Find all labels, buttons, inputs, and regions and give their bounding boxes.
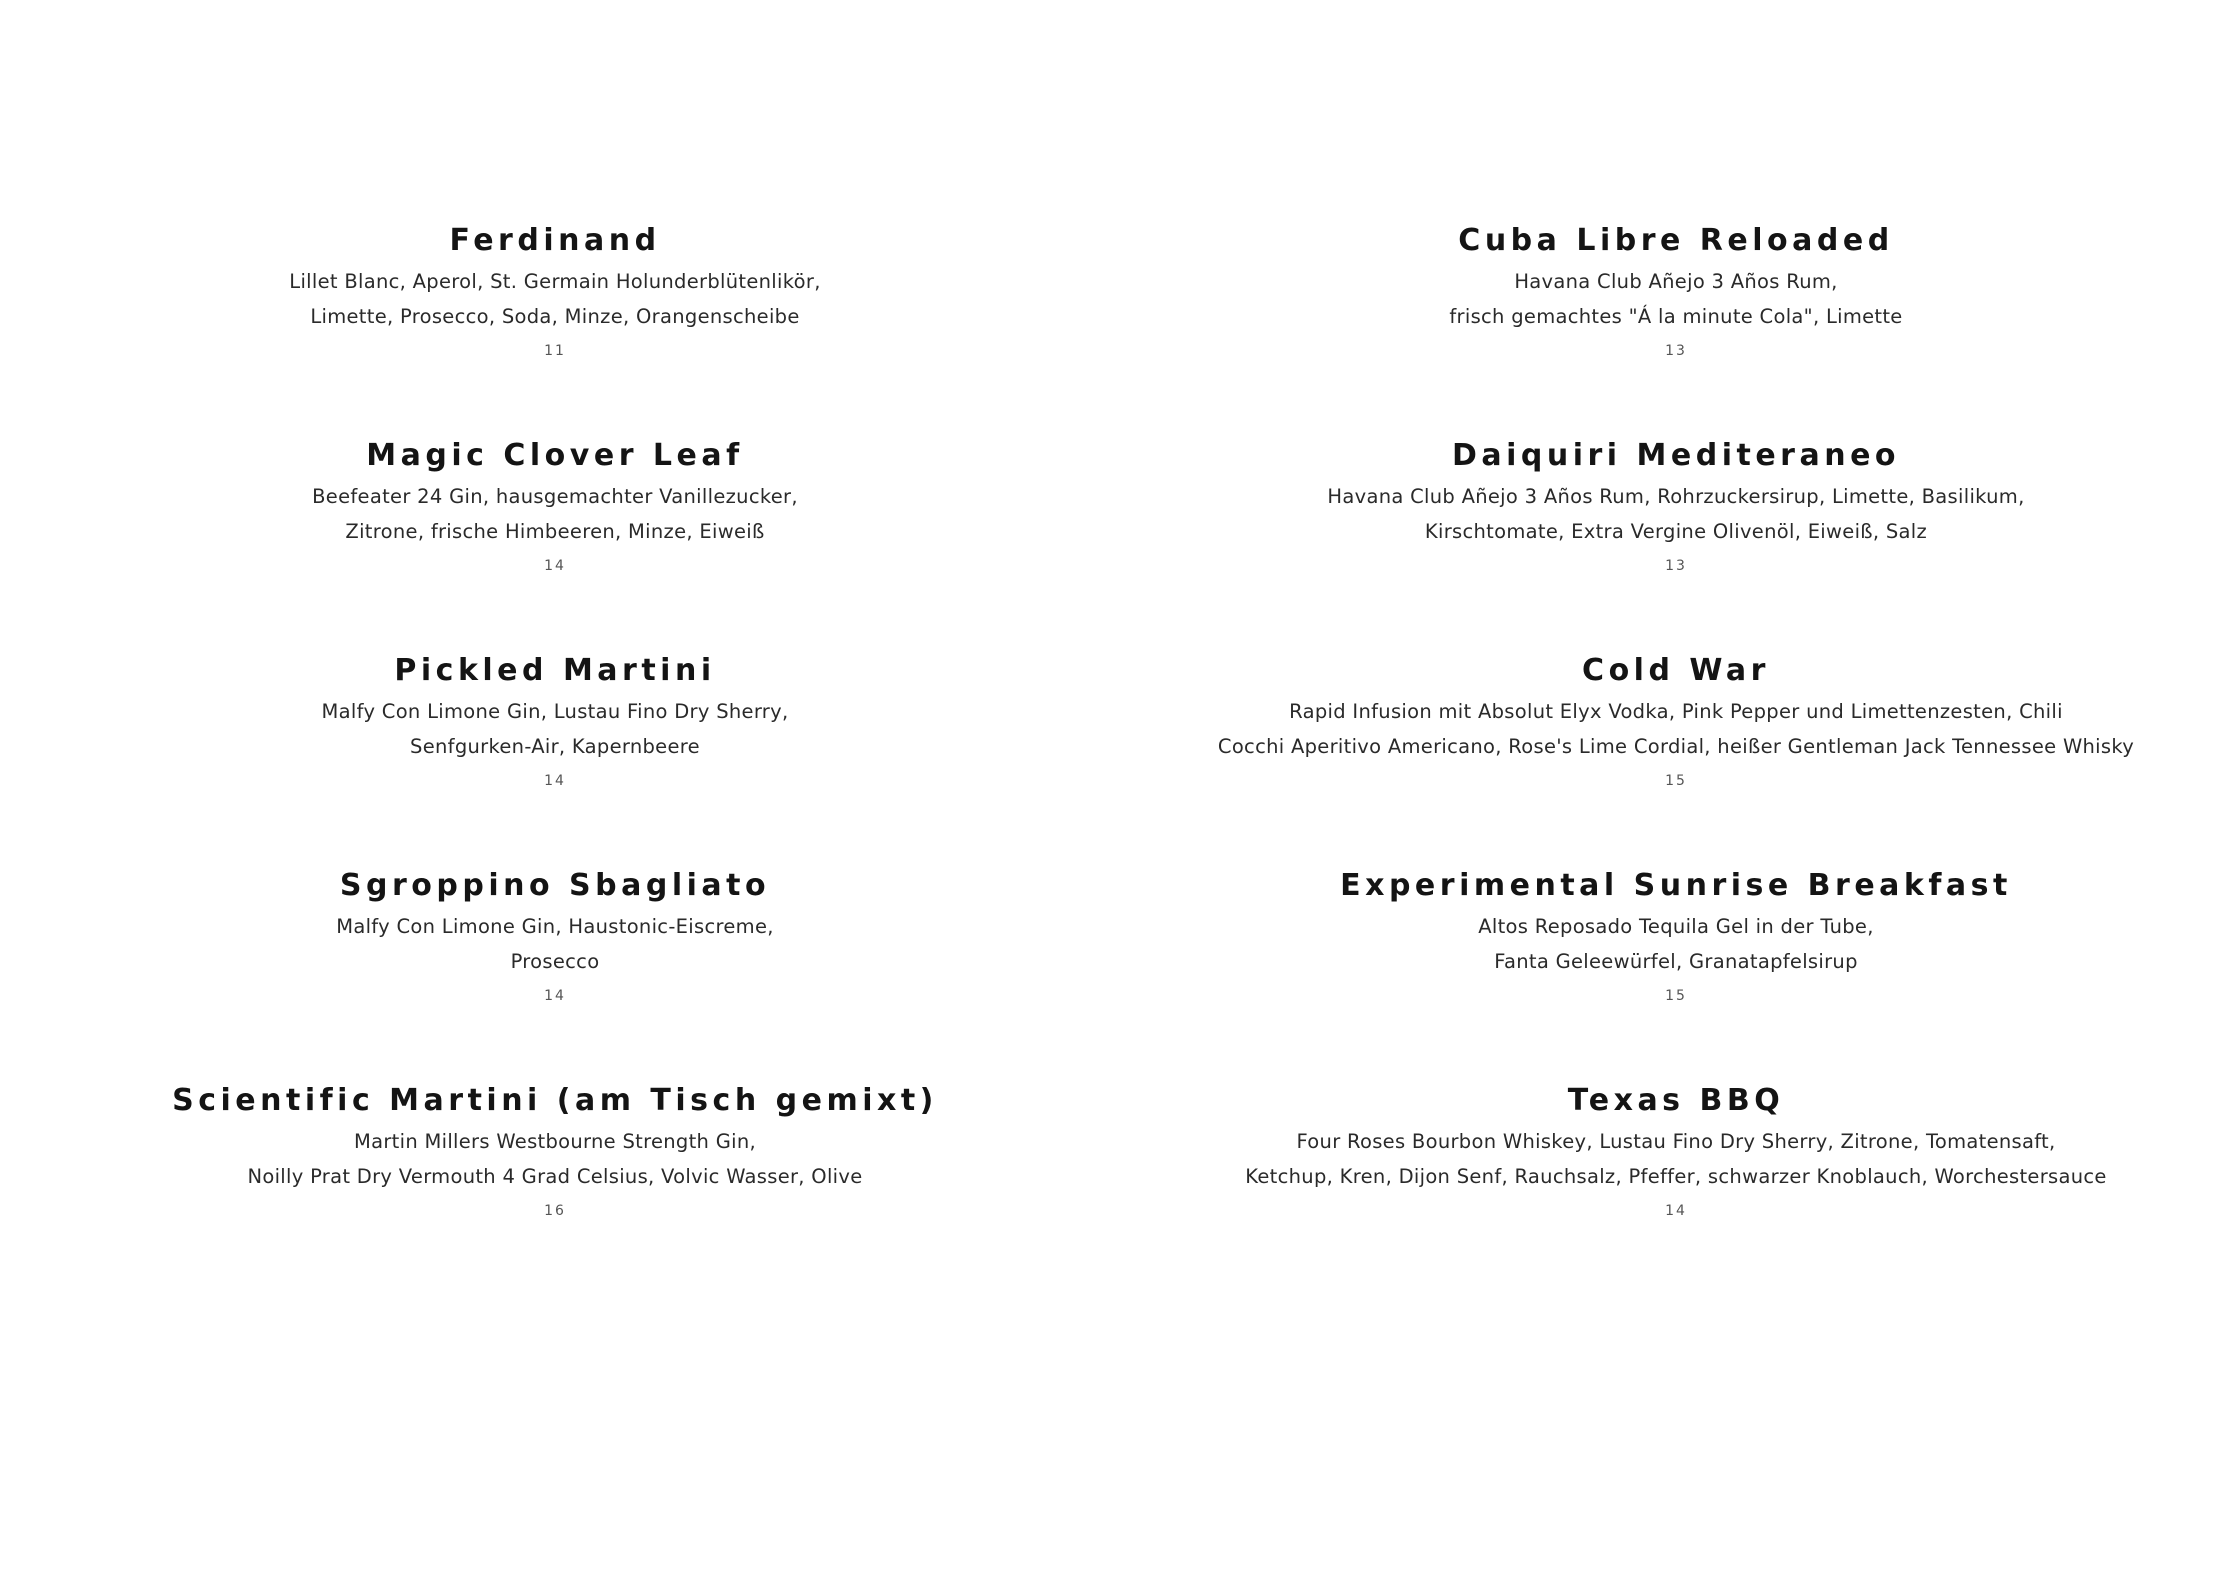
menu-item (1126, 433, 2214, 648)
menu-item-ingredients-line: Fanta Geleewürfel, Granatapfelsirup (1494, 950, 1858, 973)
menu-item-price: 14 (544, 988, 566, 1004)
menu-item (5, 648, 1105, 863)
menu-item-price: 13 (1665, 343, 1687, 359)
menu-item-ingredients-line: Havana Club Añejo 3 Años Rum, Rohrzuckersirup, Limette, Basilikum, (1327, 485, 2025, 508)
menu-item-ingredients-line: Beefeater 24 Gin, hausgemachter Vanillezucker, (312, 485, 798, 508)
menu-item-name: Ferdinand (449, 223, 661, 258)
menu-item-price: 15 (1665, 988, 1687, 1004)
menu-item-ingredients-line: Limette, Prosecco, Soda, Minze, Orangenscheibe (310, 305, 800, 328)
menu-column-right (1126, 218, 2214, 1293)
menu-item (5, 863, 1105, 1078)
menu-item-ingredients-line: Noilly Prat Dry Vermouth 4 Grad Celsius, Volvic Wasser, Olive (247, 1165, 863, 1188)
menu-item (5, 1078, 1105, 1293)
menu-item-name: Texas BBQ (1567, 1083, 1785, 1118)
menu-item-price: 16 (544, 1203, 566, 1219)
menu-item-ingredients-line: Martin Millers Westbourne Strength Gin, (353, 1130, 757, 1153)
menu-item-ingredients-line: Rapid Infusion mit Absolut Elyx Vodka, Pink Pepper und Limettenzesten, Chili (1289, 700, 2063, 723)
menu-item-ingredients-line: Prosecco (510, 950, 600, 973)
menu-item-name: Pickled Martini (394, 653, 716, 688)
menu-item (1126, 1078, 2214, 1293)
menu-item-name: Cold War (1582, 653, 1770, 688)
menu-item (1126, 648, 2214, 863)
menu-item-price: 13 (1665, 558, 1687, 574)
menu-item-ingredients-line: Malfy Con Limone Gin, Lustau Fino Dry Sherry, (321, 700, 789, 723)
menu-item-ingredients-line: Altos Reposado Tequila Gel in der Tube, (1478, 915, 1874, 938)
menu-item-price: 14 (544, 773, 566, 789)
menu-item-name: Cuba Libre Reloaded (1458, 223, 1894, 258)
menu-item-ingredients-line: Malfy Con Limone Gin, Haustonic-Eiscreme, (336, 915, 774, 938)
menu-item-ingredients-line: Senfgurken-Air, Kapernbeere (410, 735, 700, 758)
menu-item-ingredients-line: Zitrone, frische Himbeeren, Minze, Eiweiß (345, 520, 765, 543)
menu-item-price: 14 (1665, 1203, 1687, 1219)
menu-item-ingredients-line: Kirschtomate, Extra Vergine Olivenöl, Eiweiß, Salz (1424, 520, 1928, 543)
menu-column-left (5, 218, 1105, 1293)
menu-item (5, 218, 1105, 433)
menu-item-ingredients-line: Havana Club Añejo 3 Años Rum, (1514, 270, 1838, 293)
menu-item-price: 14 (544, 558, 566, 574)
menu-item (1126, 863, 2214, 1078)
menu-item-name: Daiquiri Mediteraneo (1451, 438, 1901, 473)
menu-item-ingredients-line: Lillet Blanc, Aperol, St. Germain Holunderblütenlikör, (289, 270, 821, 293)
menu-item-ingredients-line: Cocchi Aperitivo Americano, Rose's Lime Cordial, heißer Gentleman Jack Tennessee Whisky (1217, 735, 2135, 758)
menu-item-ingredients-line: frisch gemachtes "Á la minute Cola", Limette (1449, 305, 1903, 328)
menu-item-price: 15 (1665, 773, 1687, 789)
menu-item-ingredients-line: Four Roses Bourbon Whiskey, Lustau Fino Dry Sherry, Zitrone, Tomatensaft, (1296, 1130, 2056, 1153)
menu-item-name: Scientific Martini (am Tisch gemixt) (172, 1083, 938, 1118)
menu-item-name: Magic Clover Leaf (366, 438, 744, 473)
menu-item-price: 11 (544, 343, 566, 359)
menu-item-ingredients-line: Ketchup, Kren, Dijon Senf, Rauchsalz, Pfeffer, schwarzer Knoblauch, Worchestersauce (1245, 1165, 2107, 1188)
menu-item-name: Sgroppino Sbagliato (339, 868, 771, 903)
menu-item-name: Experimental Sunrise Breakfast (1340, 868, 2012, 903)
menu-item (5, 433, 1105, 648)
menu-item (1126, 218, 2214, 433)
